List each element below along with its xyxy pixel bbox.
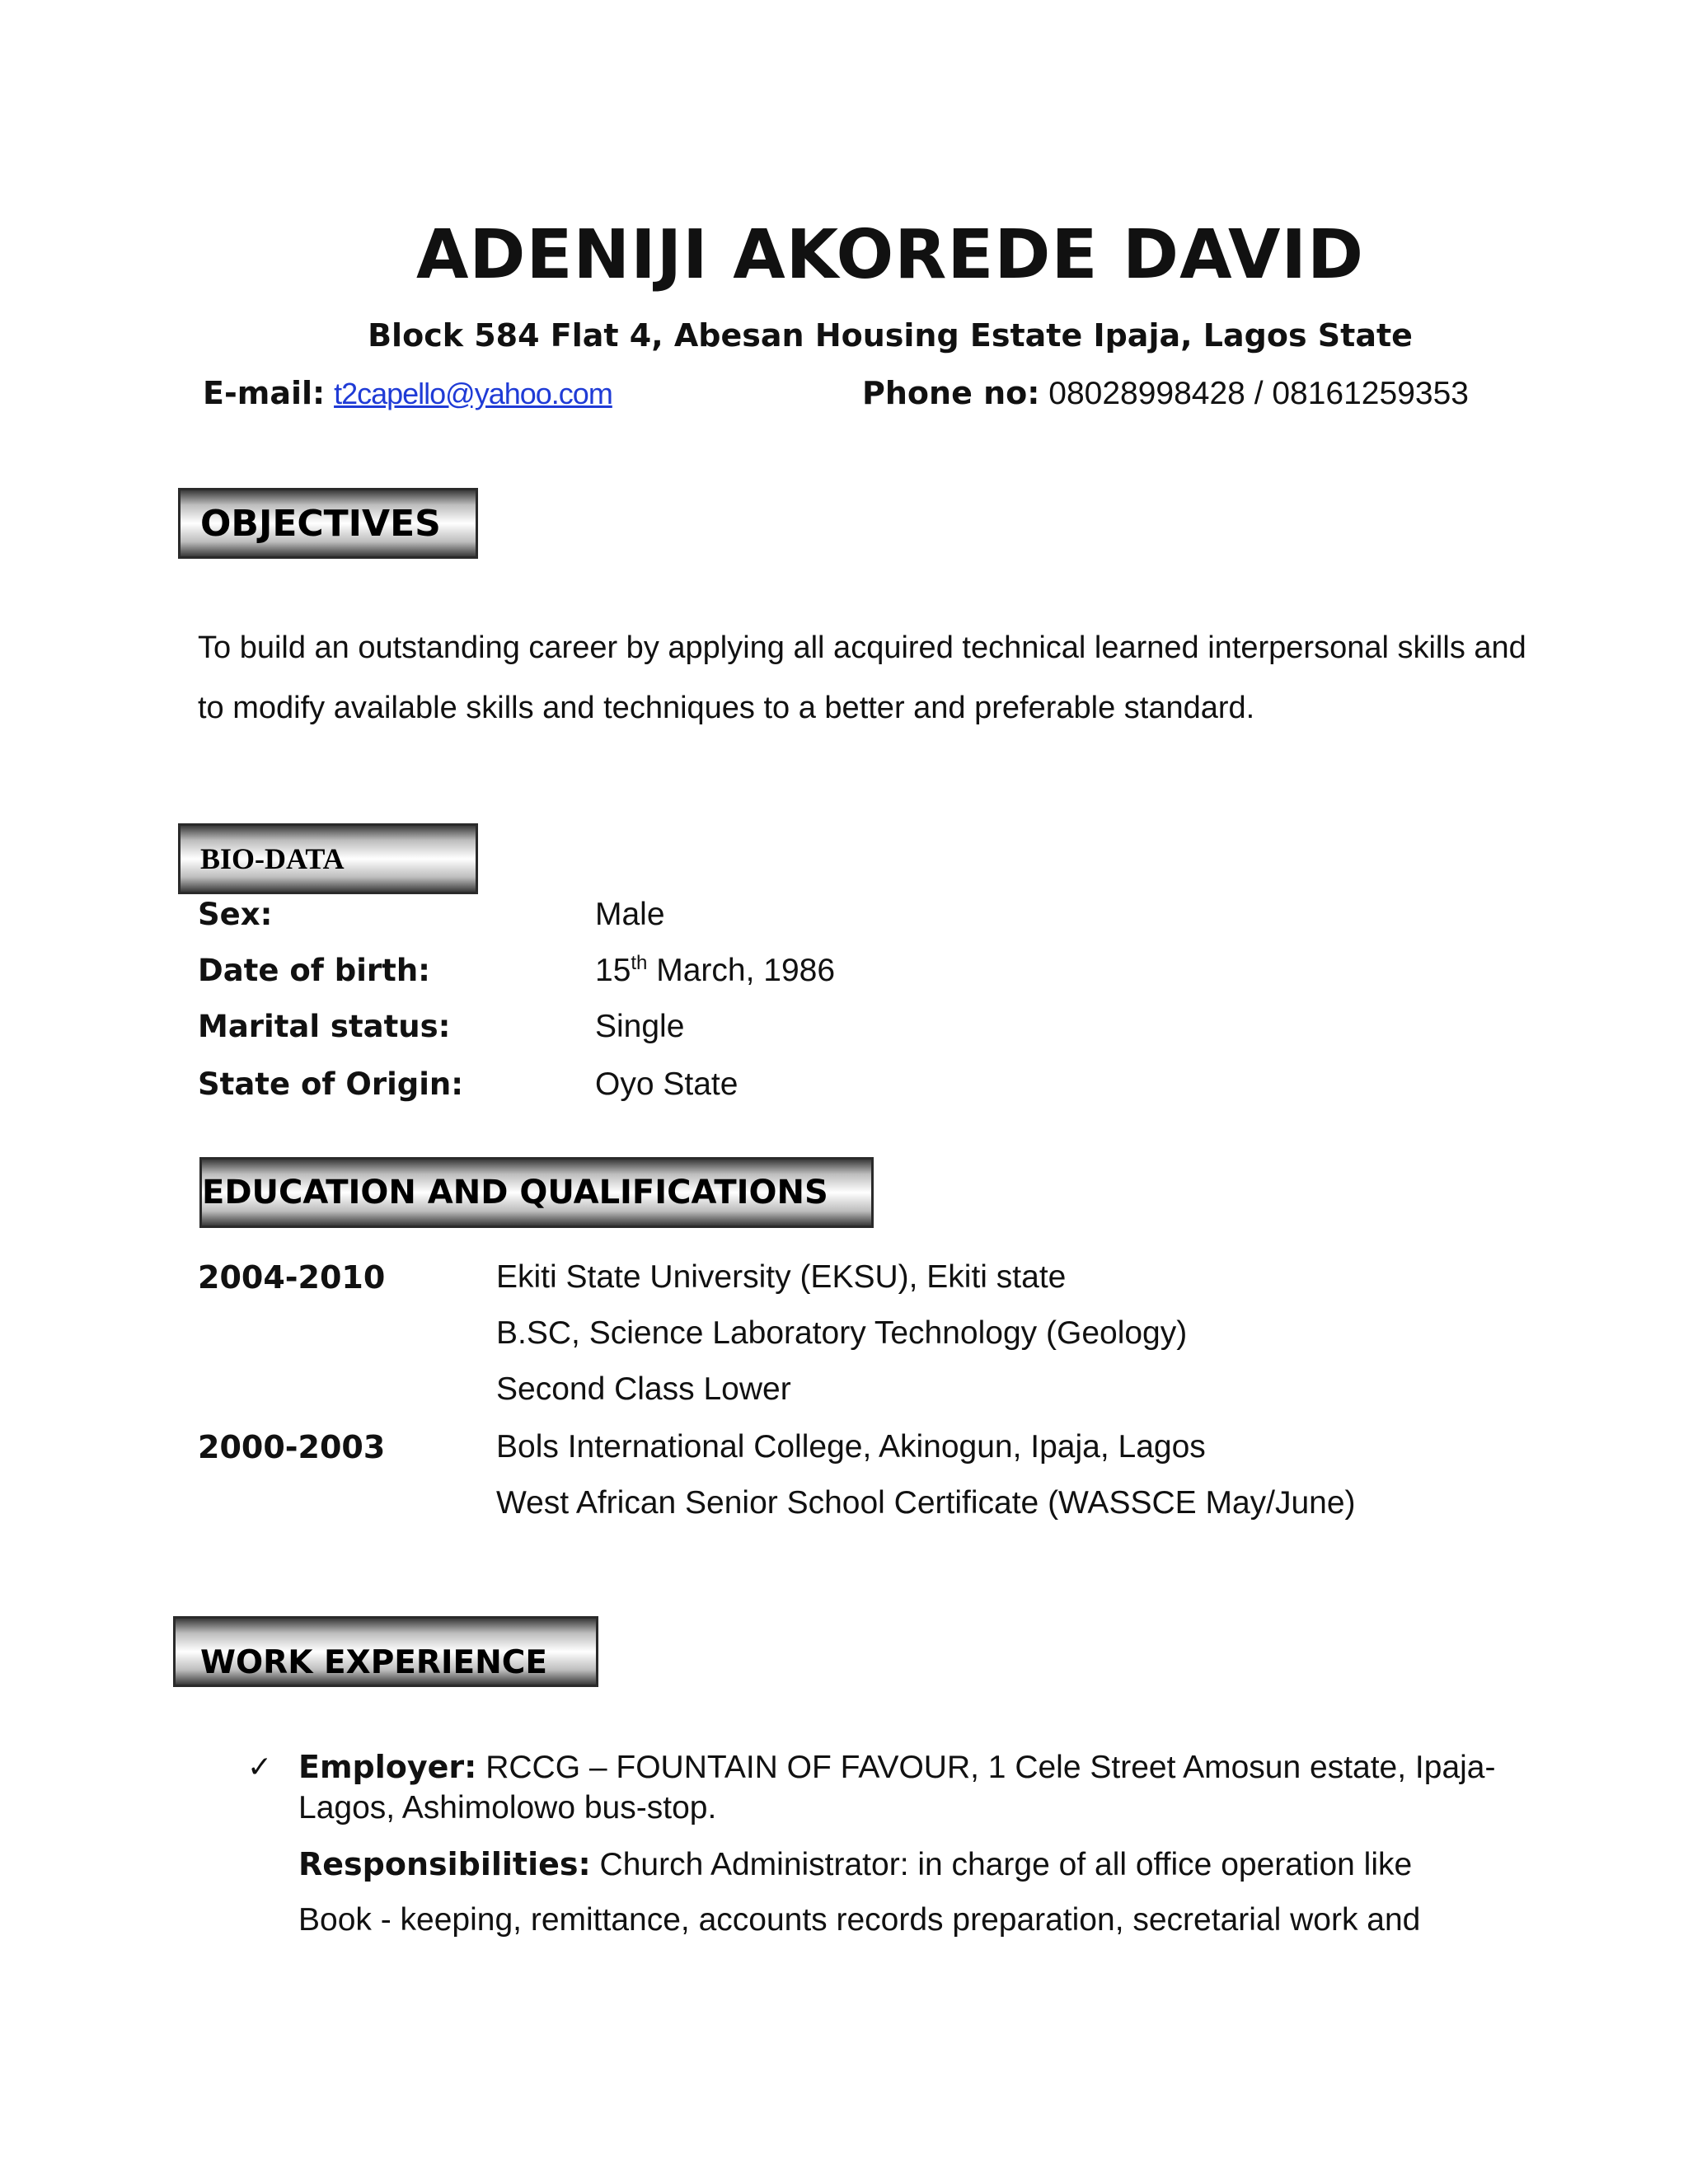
phone-number: 08028998428 / 08161259353 — [1048, 376, 1469, 411]
bio-value-dob — [595, 953, 835, 989]
edu-1-line-1: Ekiti State University (EKSU), Ekiti state — [496, 1259, 1067, 1295]
edu-1-line-3: Second Class Lower — [496, 1371, 791, 1407]
objectives-text: To build an outstanding career by applying all acquired technical learned interpersonal skills and to modify available skills and techniques to a better and preferable standard. — [198, 630, 1526, 725]
objectives-heading-box — [178, 488, 478, 559]
work-heading: WORK EXPERIENCE — [200, 1644, 548, 1681]
education-heading-box — [199, 1157, 874, 1228]
bio-value-marital: Single — [595, 1009, 685, 1044]
bio-label-marital: Marital status: — [198, 1009, 451, 1044]
responsibilities-line-1 — [298, 1846, 1412, 1883]
edu-1-line-2: B.SC, Science Laboratory Technology (Geology) — [496, 1315, 1188, 1351]
checkmark-icon: ✓ — [247, 1750, 273, 1784]
dob-day: 15 — [595, 953, 631, 988]
biodata-heading: BIO-DATA — [200, 842, 345, 875]
responsibilities-text: Church Administrator: in charge of all office operation like — [590, 1847, 1413, 1882]
objectives-heading: OBJECTIVES — [200, 502, 441, 545]
bio-value-sex: Male — [595, 897, 665, 932]
work-heading-box — [173, 1616, 598, 1687]
employer-line-2: Lagos, Ashimolowo bus-stop. — [298, 1790, 717, 1825]
address: Block 584 Flat 4, Abesan Housing Estate Ipaja, Lagos State — [368, 317, 1413, 354]
biodata-heading-box — [178, 823, 478, 894]
email-link[interactable]: t2capello@yahoo.com — [334, 377, 612, 410]
dob-rest: March, 1986 — [647, 953, 836, 988]
bio-value-origin: Oyo State — [595, 1066, 738, 1102]
education-heading: EDUCATION AND QUALIFICATIONS — [202, 1174, 828, 1212]
email-label: E-mail: — [203, 375, 326, 411]
edu-year-2: 2000-2003 — [198, 1429, 386, 1465]
employer-label: Employer: — [298, 1749, 477, 1785]
employer-text: RCCG – FOUNTAIN OF FAVOUR, 1 Cele Street Amosun estate, Ipaja- — [476, 1750, 1496, 1785]
edu-2-line-2: West African Senior School Certificate (WASSCE May/June) — [496, 1485, 1356, 1521]
bio-label-dob: Date of birth: — [198, 953, 430, 988]
edu-year-1: 2004-2010 — [198, 1259, 386, 1296]
responsibilities-label: Responsibilities: — [298, 1846, 591, 1882]
phone-line — [862, 375, 1469, 412]
edu-2-line-1: Bols International College, Akinogun, Ipaja, Lagos — [496, 1429, 1206, 1465]
employer-line-1 — [298, 1749, 1495, 1786]
bio-label-sex: Sex: — [198, 897, 273, 932]
bio-label-origin: State of Origin: — [198, 1066, 464, 1102]
dob-ordinal: th — [631, 952, 648, 974]
candidate-name: ADENIJI AKOREDE DAVID — [415, 216, 1365, 294]
email-line — [203, 375, 612, 412]
phone-label: Phone no: — [862, 375, 1040, 411]
responsibilities-line-2: Book - keeping, remittance, accounts records preparation, secretarial work and — [298, 1902, 1421, 1938]
